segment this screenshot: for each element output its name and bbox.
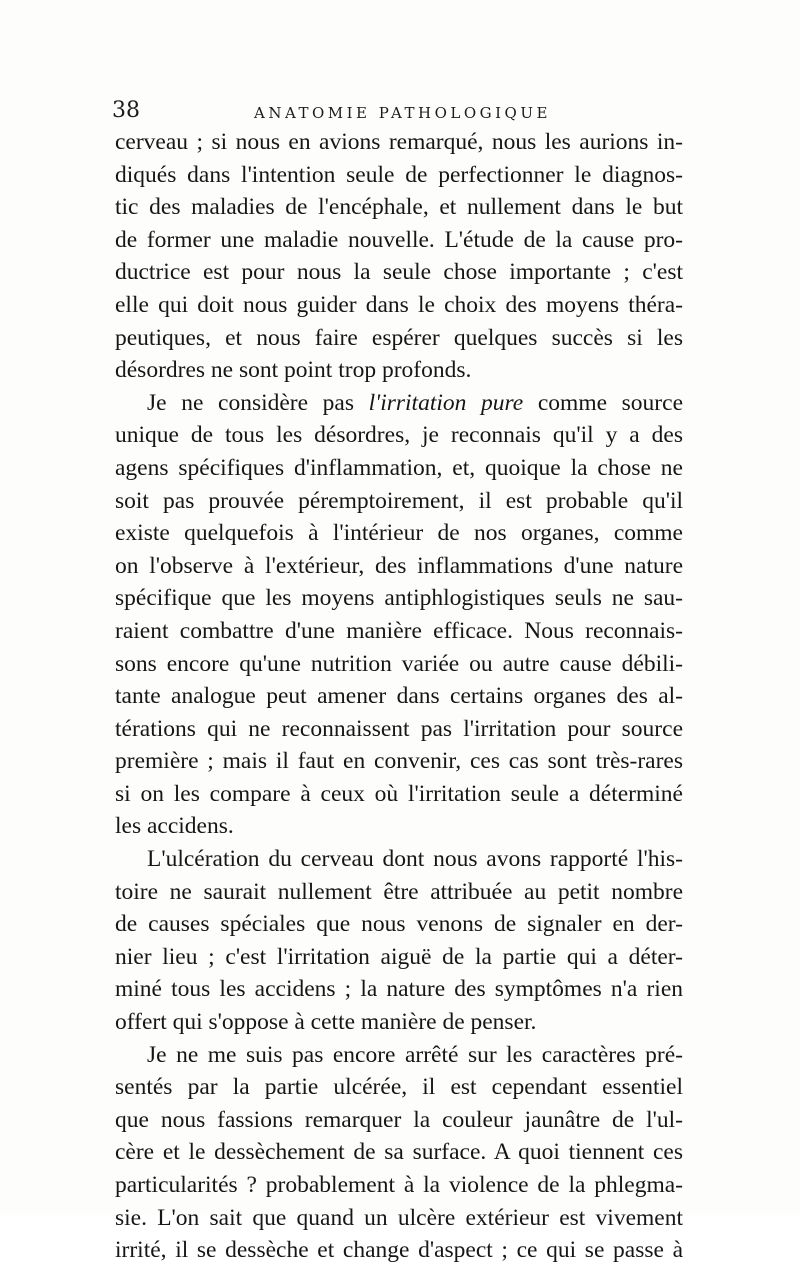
text-line: existe quelquefois à l'intérieur de nos organes, comme: [115, 520, 683, 547]
text-line: offert qui s'oppose à cette manière de penser.: [115, 1009, 537, 1036]
text-line: spécifique que les moyens antiphlogistiques seuls ne sau-: [115, 585, 683, 612]
text-line: raient combattre d'une manière efficace. Nous reconnais-: [115, 617, 683, 644]
paragraph-2: [115, 387, 683, 843]
text-line: les accidens.: [115, 813, 234, 840]
text-line-end: comme source: [523, 389, 683, 416]
text-line-start: Je ne considère pas: [147, 389, 369, 416]
text-line: de causes spéciales que nous venons de signaler en der-: [115, 911, 683, 938]
text-line: cerveau ; si nous en avions remarqué, nous les aurions in-: [115, 129, 683, 155]
text-line: si on les compare à ceux où l'irritation seule a déterminé: [115, 780, 683, 807]
text-line: particularités ? probablement à la violence de la phlegma-: [115, 1172, 683, 1198]
text-line-with-italic: [115, 387, 683, 420]
text-line: sentés par la partie ulcérée, il est cependant essentiel: [115, 1074, 683, 1101]
paragraph-1: [115, 126, 683, 387]
text-line: L'ulcération du cerveau dont nous avons rapporté l'his-: [147, 846, 683, 873]
text-line: elle qui doit nous guider dans le choix des moyens théra-: [115, 291, 683, 318]
text-line: térations qui ne reconnaissent pas l'irritation pour source: [115, 715, 683, 742]
text-line: on l'observe à l'extérieur, des inflammations d'une nature: [115, 552, 683, 579]
text-line: sons encore qu'une nutrition variée ou autre cause débili-: [115, 650, 683, 677]
italic-term: l'irritation pure: [368, 389, 524, 416]
text-line: désordres ne sont point trop profonds.: [115, 357, 472, 384]
paragraph-3: [115, 843, 683, 1039]
text-line: toire ne saurait nullement être attribuée au petit nombre: [115, 878, 683, 905]
text-line: irrité, il se dessèche et change d'aspect ; ce qui se passe à: [115, 1237, 683, 1264]
body-text: [115, 126, 683, 1267]
text-line: Je ne me suis pas encore arrêté sur les caractères pré-: [147, 1041, 683, 1068]
paragraph-4: [115, 1039, 683, 1267]
text-line: soit pas prouvée péremptoirement, il est probable qu'il: [115, 487, 683, 514]
text-line: tante analogue peut amener dans certains organes des al-: [115, 683, 683, 710]
text-line: que nous fassions remarquer la couleur jaunâtre de l'ul-: [115, 1106, 683, 1133]
text-line: de former une maladie nouvelle. L'étude de la cause pro-: [115, 226, 683, 253]
text-line: sie. L'on sait que quand un ulcère extérieur est vivement: [115, 1204, 683, 1231]
text-line: tic des maladies de l'encéphale, et nullement dans le but: [115, 194, 683, 221]
text-line: ductrice est pour nous la seule chose importante ; c'est: [115, 259, 683, 286]
text-line: unique de tous les désordres, je reconnais qu'il y a des: [115, 422, 683, 449]
text-line: nier lieu ; c'est l'irritation aiguë de la partie qui a déter-: [115, 943, 683, 970]
page-number: 38: [112, 98, 140, 123]
text-line: agens spécifiques d'inflammation, et, quoique la chose ne: [115, 454, 683, 481]
page-header: [112, 98, 688, 126]
text-line: cère et le dessèchement de sa surface. A quoi tiennent ces: [115, 1139, 683, 1166]
text-line: miné tous les accidens ; la nature des symptômes n'a rien: [115, 976, 683, 1003]
text-line: peutiques, et nous faire espérer quelques succès si les: [115, 324, 683, 351]
text-line: première ; mais il faut en convenir, ces cas sont très-rares: [115, 748, 683, 775]
text-line: diqués dans l'intention seule de perfectionner le diagnos-: [115, 161, 683, 188]
running-head: ANATOMIE PATHOLOGIQUE: [254, 104, 551, 122]
